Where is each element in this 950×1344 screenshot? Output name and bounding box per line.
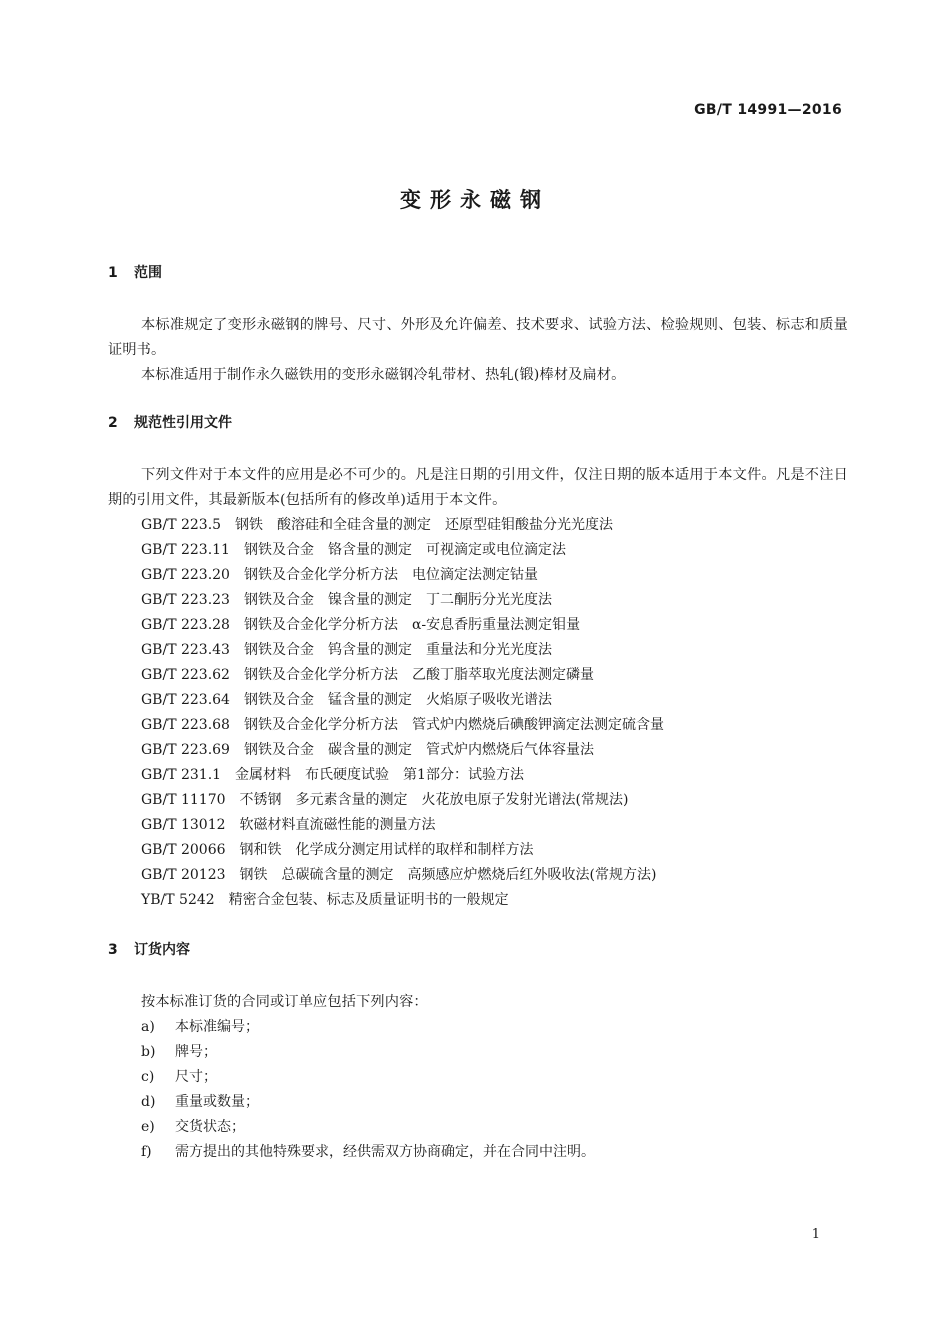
reference-item: GB/T 223.11 钢铁及合金 铬含量的测定 可视滴定或电位滴定法 <box>141 542 566 558</box>
list-text: 交货状态； <box>175 1119 245 1135</box>
list-text: 重量或数量； <box>175 1094 259 1110</box>
reference-item: GB/T 223.62 钢铁及合金化学分析方法 乙酸丁脂萃取光度法测定磷量 <box>141 667 594 683</box>
list-text: 尺寸； <box>175 1069 217 1085</box>
paragraph: 本标准规定了变形永磁钢的牌号、尺寸、外形及允许偏差、技术要求、试验方法、检验规则、包装、标志和质量证明书。 <box>108 317 848 358</box>
section-number: 2 <box>108 415 118 431</box>
list-label: c) <box>141 1069 155 1085</box>
reference-item: GB/T 231.1 金属材料 布氏硬度试验 第1部分：试验方法 <box>141 767 524 783</box>
section-normative-references <box>108 412 848 913</box>
section-title: 规范性引用文件 <box>134 415 232 431</box>
list-text: 牌号； <box>175 1044 217 1060</box>
paragraph: 本标准适用于制作永久磁铁用的变形永磁钢冷轧带材、热轧(锻)棒材及扁材。 <box>141 367 626 383</box>
list-text: 需方提出的其他特殊要求，经供需双方协商确定，并在合同中注明。 <box>175 1144 595 1160</box>
list-label: d) <box>141 1094 156 1110</box>
paragraph: 下列文件对于本文件的应用是必不可少的。凡是注日期的引用文件，仅注日期的版本适用于本文件。凡是不注日期的引用文件，其最新版本(包括所有的修改单)适用于本文件。 <box>108 467 848 508</box>
reference-item: GB/T 20123 钢铁 总碳硫含量的测定 高频感应炉燃烧后红外吸收法(常规方法) <box>141 867 657 883</box>
section-heading <box>108 939 848 961</box>
section-heading <box>108 412 848 434</box>
document-title: 变形永磁钢 <box>400 188 550 212</box>
list-label: e) <box>141 1119 155 1135</box>
section-title: 订货内容 <box>134 942 190 958</box>
standard-code: GB/T 14991—2016 <box>694 102 842 118</box>
reference-item: GB/T 11170 不锈钢 多元素含量的测定 火花放电原子发射光谱法(常规法) <box>141 792 629 808</box>
reference-item: GB/T 223.43 钢铁及合金 钨含量的测定 重量法和分光光度法 <box>141 642 552 658</box>
section-heading <box>108 262 848 284</box>
section-title: 范围 <box>134 265 162 281</box>
reference-item: GB/T 223.20 钢铁及合金化学分析方法 电位滴定法测定钴量 <box>141 567 538 583</box>
section-number: 1 <box>108 265 118 281</box>
list-text: 本标准编号； <box>175 1019 259 1035</box>
list-label: f) <box>141 1144 152 1160</box>
reference-item: GB/T 20066 钢和铁 化学成分测定用试样的取样和制样方法 <box>141 842 534 858</box>
section-number: 3 <box>108 942 118 958</box>
reference-item: YB/T 5242 精密合金包装、标志及质量证明书的一般规定 <box>141 892 509 908</box>
list-label: b) <box>141 1044 156 1060</box>
reference-item: GB/T 223.69 钢铁及合金 碳含量的测定 管式炉内燃烧后气体容量法 <box>141 742 594 758</box>
list-item <box>108 1090 848 1115</box>
reference-item: GB/T 223.28 钢铁及合金化学分析方法 α-安息香肟重量法测定钼量 <box>141 617 581 633</box>
section-ordering-content <box>108 939 848 1165</box>
reference-item: GB/T 223.68 钢铁及合金化学分析方法 管式炉内燃烧后碘酸钾滴定法测定硫含量 <box>141 717 664 733</box>
reference-item: GB/T 223.5 钢铁 酸溶硅和全硅含量的测定 还原型硅钼酸盐分光光度法 <box>141 517 614 533</box>
paragraph: 按本标准订货的合同或订单应包括下列内容： <box>141 994 428 1010</box>
page-number: 1 <box>811 1227 820 1242</box>
list-item <box>108 1040 848 1065</box>
reference-item: GB/T 223.23 钢铁及合金 镍含量的测定 丁二酮肟分光光度法 <box>141 592 552 608</box>
list-item <box>108 1015 848 1040</box>
list-item <box>108 1115 848 1140</box>
section-scope <box>108 262 848 388</box>
reference-item: GB/T 223.64 钢铁及合金 锰含量的测定 火焰原子吸收光谱法 <box>141 692 552 708</box>
list-item <box>108 1065 848 1090</box>
list-item <box>108 1140 848 1165</box>
reference-item: GB/T 13012 软磁材料直流磁性能的测量方法 <box>141 817 436 833</box>
list-label: a) <box>141 1019 155 1035</box>
